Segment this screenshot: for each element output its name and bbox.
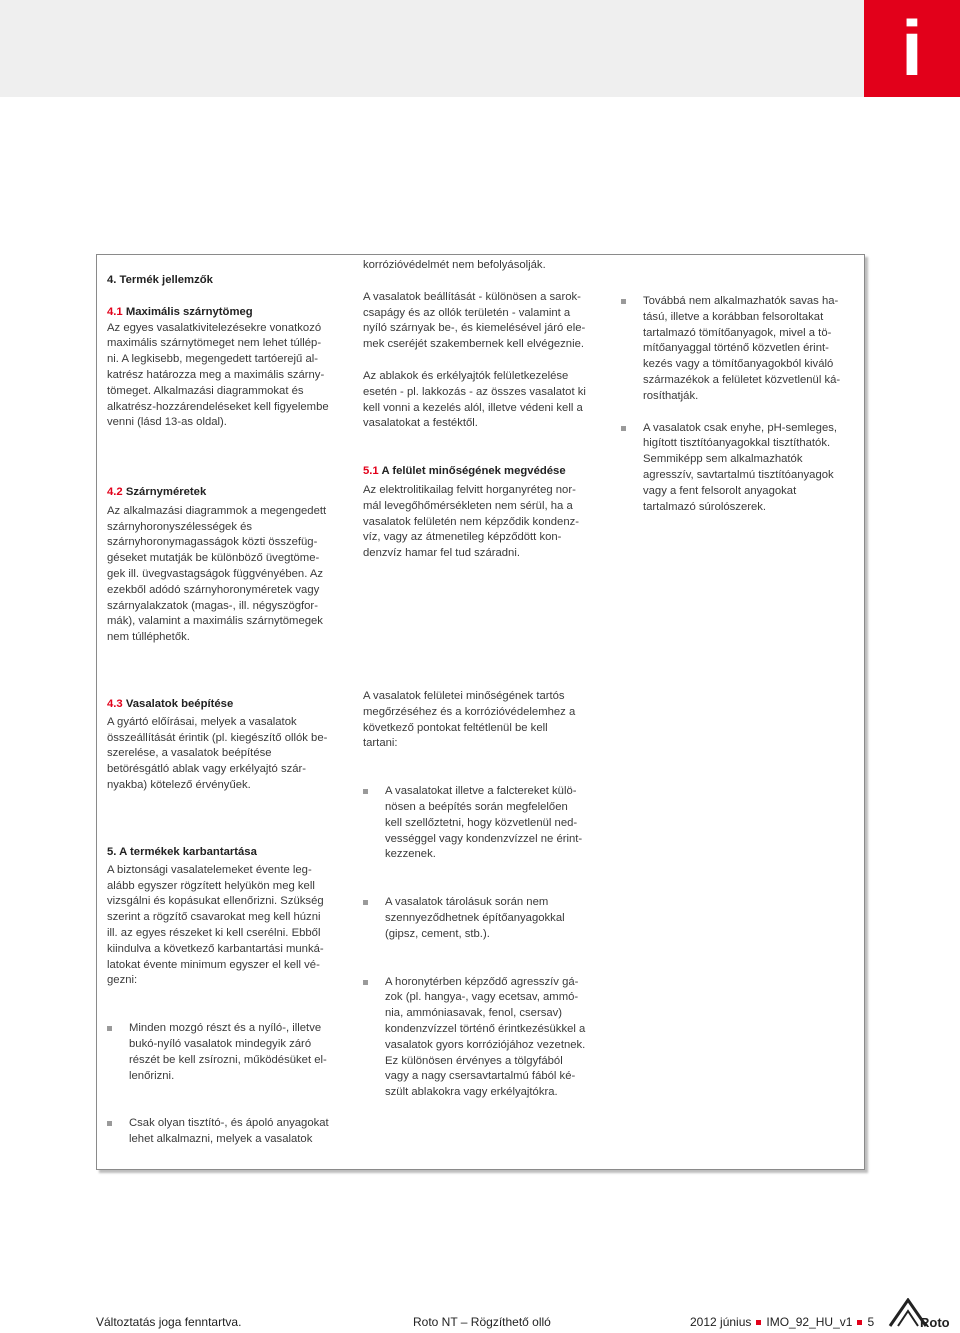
list-item-text: [129, 1116, 347, 1148]
paragraph-intro: [363, 689, 608, 752]
bullet-icon: [363, 900, 368, 905]
list-item: [107, 1021, 347, 1084]
text-line: vagy a nagy csersavtartalmú fából ké-: [385, 1070, 576, 1083]
text-line: Az alkalmazási diagrammok a megengedett: [107, 504, 327, 517]
text-line: nyakba) kötelező érvényűek.: [107, 778, 251, 791]
text-line: tartani:: [363, 737, 398, 750]
section-4-3: [107, 697, 347, 794]
text-line: mítőanyaggal történő közvetlen érint-: [643, 342, 829, 355]
text-line: Ez különösen érvényes a tölgyfából: [385, 1054, 563, 1067]
text-line: A gyártó előírásai, melyek a vasalatok: [107, 715, 297, 728]
text-line: A vasalatokat illetve a falctereket külö-: [385, 785, 577, 798]
text-line: Semmiképp sem alkalmazhatók: [643, 453, 803, 466]
text-line: szárnyhoronyszélességek és: [107, 520, 253, 533]
text-line: kell vonni a kezelés alól, illetve védeni kell a: [363, 401, 583, 414]
text-line: latokat évente minimum egyszer el kell vé-: [107, 958, 320, 971]
section-4: [107, 273, 347, 431]
separator-icon: [756, 1320, 761, 1325]
text-line: Az ablakok és erkélyajtók felületkezelése: [363, 369, 569, 382]
text-line: nyíló szárnyak be-, és kiemelésével járó ele-: [363, 322, 586, 335]
paragraph-4-3: [107, 715, 347, 794]
text-line: Minden mozgó részt és a nyíló-, illetve: [129, 1022, 322, 1035]
text-line: tömeget. Alkalmazási diagrammokat és: [107, 384, 304, 397]
text-line: származékok a felületet közvetlenül ká-: [643, 373, 841, 386]
column-3: [621, 294, 853, 515]
text-line: A horonytérben képződő agresszív gá-: [385, 975, 579, 988]
text-line: lehet alkalmazni, melyek a vasalatok: [129, 1133, 313, 1146]
paragraph-top: [363, 258, 608, 274]
logo-text: Roto: [920, 1315, 950, 1328]
text-line: víz, vagy az átmenetileg képződött kon-: [363, 531, 562, 544]
paragraph-4-2: [107, 504, 347, 646]
heading-4-2: 4.2 Szárnyméretek: [107, 486, 207, 498]
text-line: kell szellőztetni, hogy közvetlenül ned-: [385, 816, 578, 829]
list-item: [621, 421, 853, 516]
list-item-text: [643, 421, 853, 516]
heading-4: 4. Termék jellemzők: [107, 274, 213, 286]
text-line: agresszív, savtartalmú tisztítóanyagok: [643, 468, 834, 481]
text-line: szült ablakokra vagy erkélyajtókra.: [385, 1086, 558, 1099]
text-line: vességgel vagy kondenzvízzel ne érint-: [385, 832, 583, 845]
text-line: vizsgálni és kopásukat ellenőrizni. Szükség: [107, 895, 324, 908]
heading-5: 5. A termékek karbantartása: [107, 846, 257, 858]
text-line: zok (pl. hangya-, vagy ecetsav, ammó-: [385, 991, 579, 1004]
text-line: mál levegőhőmérsékleten nem sérül, ha a: [363, 499, 573, 512]
text-line: ill. az egyes részeket ki kell cserélni. Ebből: [107, 926, 321, 939]
text-line: tartalmazó súrolószerek.: [643, 500, 767, 513]
text-line: gek ill. üvegvastagságok függvényében. Az: [107, 567, 324, 580]
bullet-icon: [363, 980, 368, 985]
heading-4-1: 4.1 Maximális szárnytömeg: [107, 305, 253, 318]
bullet-icon: [621, 426, 626, 431]
text-line: szárnyhoronymagasságok közti összefüg-: [107, 536, 318, 549]
text-line: (gipsz, cement, stb.).: [385, 927, 490, 940]
list-item-text: [129, 1021, 347, 1084]
text-line: katrész határozza meg a maximális szárny-: [107, 368, 325, 381]
footer-date: 2012 június: [690, 1315, 752, 1329]
text-line: rosíthatják.: [643, 389, 699, 402]
footer-code: IMO_92_HU_v1: [766, 1315, 853, 1329]
text-line: szennyeződhetnek építőanyagokkal: [385, 911, 565, 924]
text-line: Továbbá nem alkalmazhatók savas ha-: [643, 295, 839, 307]
paragraph-5-1: [363, 483, 608, 562]
text-line: alkatrész-hozzárendeléseket kell figyelembe: [107, 400, 329, 413]
text-line: vasalatok gyors korróziójához vezetnek.: [385, 1038, 586, 1051]
text-line: Az egyes vasalatkivitelezésekre vonatkozó: [107, 321, 322, 334]
bullet-icon: [621, 299, 626, 304]
list-item-text: [643, 294, 853, 405]
bullet-icon: [363, 789, 368, 794]
heading-5-1: 5.1 A felület minőségének megvédése: [363, 465, 566, 478]
text-line: megőrzéséhez és a korrózióvédelemhez a: [363, 705, 576, 718]
separator-icon: [857, 1320, 862, 1325]
text-line: tású, illetve a korábban felsoroltakat: [643, 310, 824, 323]
text-line: összeállítását érintik (pl. kiegészítő ollók be-: [107, 731, 328, 744]
section-surface-care: [363, 689, 608, 1101]
paragraph-5: [107, 863, 347, 989]
text-line: részét be kell zsírozni, működésüket el-: [129, 1053, 327, 1066]
text-line: kezzenek.: [385, 848, 436, 861]
text-line: csapágy és az ollók területén - valamint a: [363, 306, 571, 319]
text-line: bukó-nyíló vasalatok mindegyik záró: [129, 1037, 312, 1050]
header-band: [0, 0, 960, 97]
section-5: [107, 845, 347, 1148]
text-line: betörésgátló ablak vagy erkélyajtó szár-: [107, 763, 307, 776]
text-line: szerelése, a vasalatok beépítése: [107, 747, 272, 760]
text-line: vasalatokat a festéktől.: [363, 417, 478, 430]
text-line: tartalmazó tömítőanyagok, mivel a tö-: [643, 326, 832, 339]
paragraph-painting: [363, 369, 608, 432]
roto-logo-icon: [884, 1298, 956, 1328]
list-item-text: [385, 784, 608, 863]
text-line: következő pontokat feltétlenül be kell: [363, 721, 548, 734]
text-line: maximális szárnytömeget nem lehet túllép-: [107, 337, 322, 350]
text-line: denzvíz hamar fel tud száradni.: [363, 547, 520, 560]
text-line: mek cseréjét szakembernek kell elvégeznie.: [363, 338, 585, 351]
column-2: [363, 258, 608, 562]
text-line: szárnyalakzatok (magas-, ill. négyszögfor-: [107, 599, 318, 612]
footer-note: Változtatás joga fenntartva.: [96, 1315, 242, 1329]
text-line: vagy a fent felsorolt anyagokat: [643, 484, 797, 497]
text-line: korrózióvédelmét nem befolyásolják.: [363, 259, 546, 271]
text-line: higított tisztítóanyagokkal tisztíthatók.: [643, 437, 831, 450]
section-4-2: [107, 485, 347, 646]
text-line: kiindulva a következő karbantartási munká-: [107, 942, 324, 955]
list-item-text: [385, 975, 608, 1101]
text-line: ni. A legkisebb, megengedett tartóerejű al-: [107, 353, 319, 366]
paragraph-4-1: [107, 321, 347, 432]
text-line: A biztonsági vasalatelemeket évente leg-: [107, 863, 312, 876]
text-line: vasalatok felületén nem képződik kondenz-: [363, 515, 580, 528]
footer-meta: [690, 1315, 874, 1329]
text-line: A vasalatok csak enyhe, pH-semleges,: [643, 421, 838, 434]
text-line: szerint a rögzítő csavarokat meg kell húzni: [107, 911, 321, 924]
page-number: 5: [867, 1315, 875, 1329]
text-line: mák), valamint a maximális szárnytömegek: [107, 615, 323, 628]
list-item-text: [385, 895, 608, 942]
list-item: [363, 784, 608, 863]
list-item: [363, 895, 608, 942]
bullet-icon: [107, 1121, 112, 1126]
text-line: venni (lásd 13-as oldal).: [107, 416, 227, 429]
text-line: A vasalatok tárolásuk során nem: [385, 896, 549, 909]
list-item: [107, 1116, 347, 1148]
text-line: Az elektrolitikailag felvitt horganyréteg nor-: [363, 483, 576, 496]
heading-4-3: 4.3 Vasalatok beépítése: [107, 698, 234, 710]
text-line: Csak olyan tisztító-, és ápoló anyagokat: [129, 1117, 329, 1130]
text-line: ezekből adódó szárnyhoronyméretek vagy: [107, 583, 320, 596]
text-line: nem túlléphetők.: [107, 631, 190, 644]
list-item: [621, 294, 853, 405]
text-line: géseket mutatják be különböző üvegtöme-: [107, 552, 320, 565]
text-line: kondenzvízzel történő érintkezésükkel a: [385, 1022, 586, 1035]
text-line: esetén - pl. lakkozás - az összes vasalatot ki: [363, 385, 586, 398]
text-line: nia, ammóniasavak, fenol, csersav): [385, 1007, 563, 1020]
text-line: alább egyszer rögzített helyükön meg kell: [107, 879, 315, 892]
paragraph-adjustment: [363, 290, 608, 353]
text-line: gezni:: [107, 974, 138, 987]
footer-title: Roto NT – Rögzíthető olló: [413, 1315, 551, 1329]
text-line: A vasalatok beállítását - különösen a sarok-: [363, 290, 581, 303]
list-item: [363, 975, 608, 1101]
text-line: nösen a beépítés során megfelelően: [385, 800, 568, 813]
text-line: A vasalatok felületei minőségének tartós: [363, 690, 565, 702]
info-icon: i: [864, 0, 960, 97]
text-line: kezés vagy a tömítőanyagokból kiváló: [643, 358, 834, 371]
text-line: lenőrizni.: [129, 1069, 175, 1082]
bullet-icon: [107, 1026, 112, 1031]
